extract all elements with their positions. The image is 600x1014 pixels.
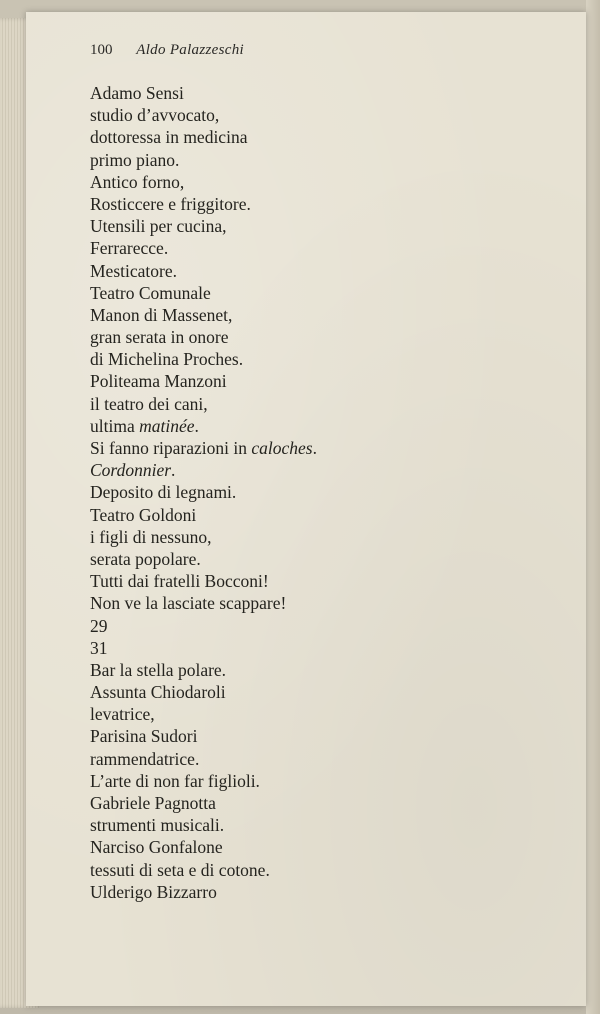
poem-line: Tutti dai fratelli Bocconi!	[90, 571, 269, 592]
poem-line: Rosticcere e friggitore.	[90, 193, 251, 214]
running-head: Aldo Palazzeschi	[136, 42, 244, 58]
poem-line: primo piano.	[90, 149, 180, 170]
poem-line: serata popolare.	[90, 548, 201, 569]
poem-line: 29	[90, 615, 108, 636]
poem-line: dottoressa in medicina	[90, 127, 248, 148]
poem-line: levatrice,	[90, 704, 155, 725]
poem-text	[90, 82, 560, 903]
poem-line: Utensili per cucina,	[90, 216, 227, 237]
poem-line-text: .	[312, 438, 317, 458]
poem-line: Adamo Sensi	[90, 83, 184, 103]
poem-line: il teatro dei cani,	[90, 393, 208, 414]
poem-line	[90, 437, 560, 459]
poem-line: di Michelina Proches.	[90, 349, 244, 370]
poem-line: Politeama Manzoni	[90, 371, 227, 392]
poem-line: studio d’avvocato,	[90, 105, 220, 126]
poem-line: Assunta Chiodaroli	[90, 682, 226, 703]
poem-line-text: Si fanno riparazioni in	[90, 438, 252, 458]
poem-line-text: .	[194, 415, 199, 436]
facing-page-edge	[586, 0, 600, 1014]
book-page	[26, 12, 586, 1006]
poem-line: Ferrarecce.	[90, 238, 169, 259]
poem-line: L’arte di non far figlioli.	[90, 770, 260, 791]
poem-line	[90, 459, 560, 481]
poem-line: Parisina Sudori	[90, 726, 198, 747]
poem-line: Non ve la lasciate scappare!	[90, 593, 287, 614]
poem-line: Narciso Gonfalone	[90, 837, 223, 858]
poem-line-italic: caloches	[251, 438, 313, 458]
poem-line: Teatro Goldoni	[90, 504, 197, 525]
poem-line: gran serata in onore	[90, 327, 229, 348]
poem-line: Ulderigo Bizzarro	[90, 881, 217, 902]
poem-line: Antico forno,	[90, 171, 185, 192]
poem-line: rammendatrice.	[90, 748, 200, 769]
poem-line: Manon di Massenet,	[90, 304, 233, 325]
poem-line: Mesticatore.	[90, 260, 177, 281]
poem-line: i figli di nessuno,	[90, 526, 212, 547]
poem-line-text: ultima	[90, 415, 140, 436]
poem-line-italic: Cordonnier	[90, 460, 172, 481]
page-header	[90, 42, 244, 59]
poem-line: Bar la stella polare.	[90, 659, 227, 680]
poem-line: strumenti musicali.	[90, 815, 225, 836]
poem-line-text: .	[171, 460, 176, 481]
page-number: 100	[90, 42, 113, 58]
poem-line: tessuti di seta e di cotone.	[90, 859, 270, 880]
poem-line	[90, 415, 560, 437]
poem-line: 31	[90, 637, 108, 658]
poem-line: Teatro Comunale	[90, 282, 211, 303]
poem-line: Deposito di legnami.	[90, 482, 237, 503]
poem-line-italic: matinée	[139, 415, 195, 436]
poem-line: Gabriele Pagnotta	[90, 793, 216, 813]
